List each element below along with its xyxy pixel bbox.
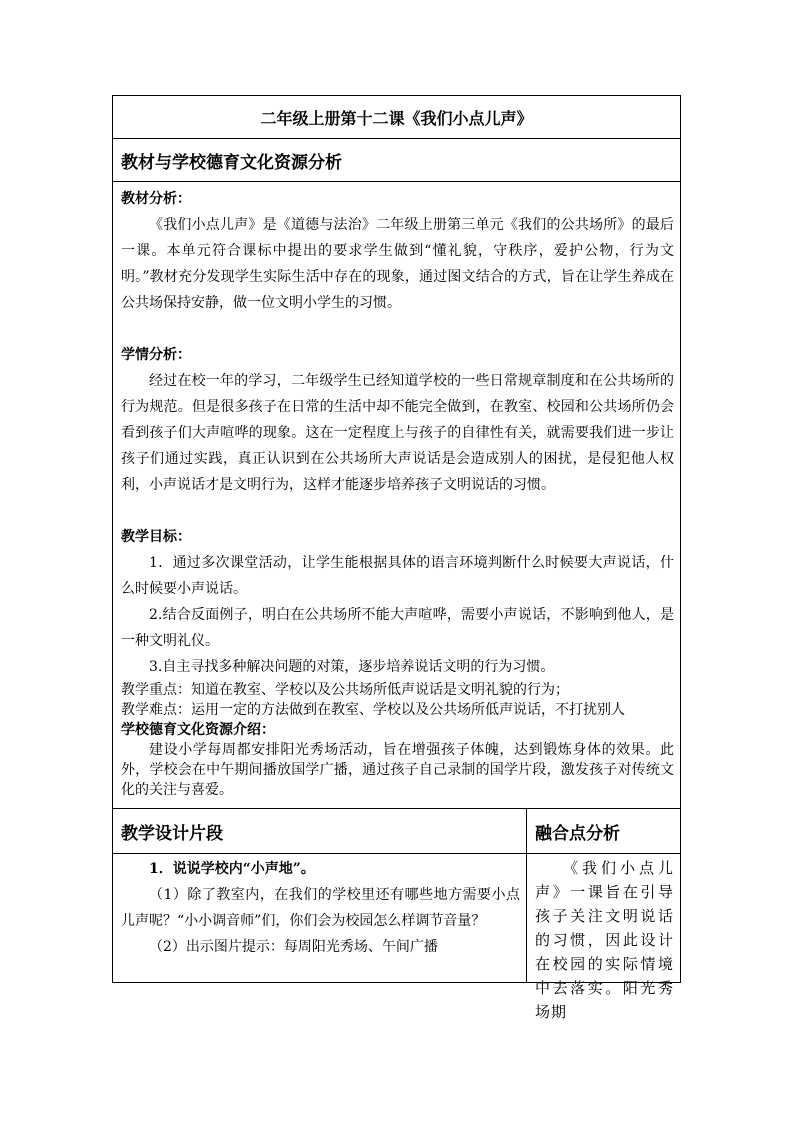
difficulty-text: 教学难点：运用一定的方法做到在教室、学校以及公共场所低声说话，不打扰别人 (121, 702, 625, 718)
document-title: 二年级上册第十二课《我们小点儿声》 (113, 96, 680, 139)
section-heading-resource-analysis: 教材与学校德育文化资源分析 (113, 139, 680, 182)
teaching-design-heading: 教学设计片段 (113, 809, 527, 853)
lesson-plan-table (112, 95, 681, 1021)
design-table-header (113, 809, 680, 854)
school-resources-text: 建设小学每周都安排阳光秀场活动，旨在增强孩子体魄，达到锻炼身体的效果。此外，学校会在中午期间播放国学广播，通过孩子自己录制的国学片段，激发孩子对传统文化的关注与喜爱。 (121, 742, 674, 798)
design-item-paragraph: （2）出示图片提示：每周阳光秀场、午间广播 (149, 939, 438, 955)
design-table-body (113, 854, 680, 1021)
objectives-label: 教学目标： (121, 529, 191, 545)
objective-item: 1．通过多次课堂活动，让学生能根据具体的语言环境判断什么时候要大声说话，什么时候要小声说话。 (121, 555, 674, 597)
teaching-design-content (113, 854, 527, 982)
integration-analysis-content (527, 854, 680, 1021)
design-item-paragraph: （1）除了教室内，在我们的学校里还有哪些地方需要小点儿声呢？“小小调音师”们，你们会为校园怎么样调节音量？ (121, 887, 520, 929)
objective-item: 2.结合反面例子，明白在公共场所不能大声喧哗，需要小声说话，不影响到他人，是一种文明礼仪。 (121, 607, 674, 649)
school-resources-label: 学校德育文化资源介绍： (121, 722, 275, 738)
resource-analysis-content (113, 182, 680, 809)
integration-analysis-text: 《我们小点儿声》一课旨在引导孩子关注文明说话的习惯，因此设计在校园的实际情境中去落实。阳光秀场期 (535, 859, 674, 1021)
student-analysis-text: 经过在校一年的学习，二年级学生已经知道学校的一些日常规章制度和在公共场所的行为规范。但是很多孩子在日常的生活中却不能完全做到，在教室、校园和公共场所仍会看到孩子们大声喧哗的现象。这在一定程度上与孩子的自律性有关，就需要我们进一步让孩子们通过实践，真正认识到在公共场所大声说话是会造成别人的困扰，是侵犯他人权利，小声说话才是文明行为，这样才能逐步培养孩子文明说话的习惯。 (121, 373, 674, 493)
design-item-title: 1．说说学校内“小声地”。 (149, 861, 315, 877)
student-analysis-label: 学情分析： (121, 347, 191, 363)
key-point-text: 教学重点：知道在教室、学校以及公共场所低声说话是文明礼貌的行为； (121, 682, 569, 698)
textbook-analysis-label: 教材分析： (121, 191, 191, 207)
integration-analysis-heading: 融合点分析 (535, 823, 620, 844)
textbook-analysis-text: 《我们小点儿声》是《道德与法治》二年级上册第三单元《我们的公共场所》的最后一课。本单元符合课标中提出的要求学生做到“懂礼貌，守秩序，爱护公物，行为文明。”教材充分发现学生实际生活中存在的现象，通过图文结合的方式，旨在让学生养成在公共场保持安静，做一位文明小学生的习惯。 (121, 217, 674, 311)
objective-item: 3.自主寻找多种解决问题的对策，逐步培养说话文明的行为习惯。 (149, 659, 555, 675)
